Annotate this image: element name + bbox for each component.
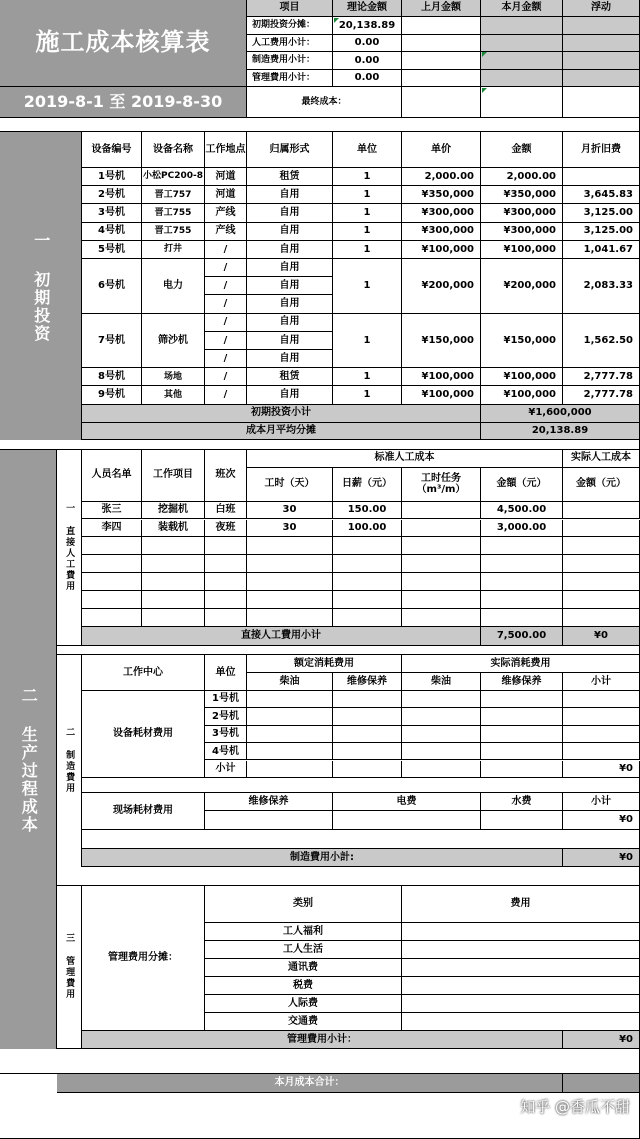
labor-daily[interactable] xyxy=(333,609,402,627)
labor-shift[interactable] xyxy=(205,609,247,627)
equip-unit: 1 xyxy=(333,241,402,259)
equip-price[interactable]: ¥100,000 xyxy=(402,241,481,259)
equip-col-header: 金额 xyxy=(481,132,563,168)
equip-place: / xyxy=(205,314,247,332)
site-col: 电费 xyxy=(333,793,481,811)
summary-label: 制造费用小计： xyxy=(247,52,333,70)
equip-price[interactable]: ¥200,000 xyxy=(402,259,481,314)
equip-place: 河道 xyxy=(205,186,247,204)
summary-label: 人工费用小计： xyxy=(247,35,333,53)
equip-unit: 1 xyxy=(333,314,402,369)
mfg-value[interactable] xyxy=(402,743,481,760)
labor-actual[interactable] xyxy=(563,502,640,520)
summary-last[interactable] xyxy=(402,35,481,53)
mfg-value[interactable] xyxy=(481,743,563,760)
mfg-value[interactable] xyxy=(481,761,563,778)
equip-unit: 1 xyxy=(333,204,402,222)
equip-id: 4号机 xyxy=(82,223,142,241)
labor-name[interactable] xyxy=(82,591,142,609)
equip-col-header: 单价 xyxy=(402,132,481,168)
equip-name: 其他 xyxy=(142,386,205,404)
labor-task[interactable] xyxy=(402,591,481,609)
equip-form: 自用 xyxy=(247,332,333,350)
mfg-value[interactable] xyxy=(563,708,640,725)
col-item: 项目 xyxy=(247,0,333,17)
month-total-label: 本月成本合计： xyxy=(57,1074,563,1093)
labor-name[interactable] xyxy=(82,609,142,627)
section2-title-text: 二 生产过程成本 xyxy=(19,687,39,835)
equip-name: 电力 xyxy=(142,259,205,314)
mfg-subtotal-value[interactable]: ¥0 xyxy=(563,849,640,867)
labor-col-amount: 金額（元） xyxy=(481,468,563,502)
equip-place: / xyxy=(205,295,247,313)
labor-daily[interactable]: 150.00 xyxy=(333,502,402,520)
summary-this[interactable] xyxy=(481,35,563,53)
mfg-value[interactable] xyxy=(333,691,402,708)
equip-name: 场地 xyxy=(142,368,205,386)
summary-float[interactable] xyxy=(563,17,640,35)
spacer-row xyxy=(0,118,640,132)
spacer-row xyxy=(82,830,640,849)
equip-name: 筛沙机 xyxy=(142,314,205,369)
site-value[interactable] xyxy=(205,811,333,830)
equip-id: 5号机 xyxy=(82,241,142,259)
labor-item[interactable]: 装载机 xyxy=(142,520,205,538)
equip-price[interactable]: ¥100,000 xyxy=(402,386,481,404)
mfg-value[interactable] xyxy=(563,691,640,708)
mgmt-fee[interactable] xyxy=(402,1013,640,1031)
equip-name: 晋工755 xyxy=(142,223,205,241)
final-last[interactable] xyxy=(402,87,481,118)
equip-form: 自用 xyxy=(247,350,333,368)
equip-amount[interactable]: 2,000.00 xyxy=(481,168,563,186)
mfg-unit: 2号机 xyxy=(205,708,247,725)
cell-marker xyxy=(334,18,339,23)
summary-last[interactable] xyxy=(402,52,481,70)
labor-shift[interactable] xyxy=(205,573,247,591)
col-maint: 维修保养 xyxy=(333,673,402,691)
labor-shift[interactable] xyxy=(205,591,247,609)
labor-col-hours: 工时（天） xyxy=(247,468,333,502)
equip-name: 晋工755 xyxy=(142,204,205,222)
mfg-value[interactable] xyxy=(247,691,333,708)
labor-shift[interactable] xyxy=(205,537,247,555)
mgmt-fee[interactable] xyxy=(402,923,640,941)
labor-hours[interactable] xyxy=(247,609,333,627)
labor-name[interactable] xyxy=(82,537,142,555)
mfg-value[interactable] xyxy=(402,726,481,743)
col-this-month: 本月金额 xyxy=(481,0,563,17)
labor-hours[interactable]: 30 xyxy=(247,502,333,520)
mfg-value[interactable] xyxy=(481,726,563,743)
labor-amount[interactable]: 3,000.00 xyxy=(481,520,563,538)
labor-task[interactable] xyxy=(402,555,481,573)
equip-dep[interactable]: 3,125.00 xyxy=(563,204,640,222)
equip-dep[interactable]: 2,777.78 xyxy=(563,368,640,386)
site-subtotal[interactable]: ¥0 xyxy=(563,811,640,830)
summary-theory[interactable]: 20,138.89 xyxy=(333,17,402,35)
mfg-value[interactable] xyxy=(563,726,640,743)
site-col: 维修保养 xyxy=(205,793,333,811)
summary-float[interactable] xyxy=(563,70,640,88)
equip-col-header: 月折旧费 xyxy=(563,132,640,168)
watermark: 知乎 @香瓜不甜 xyxy=(520,1098,630,1116)
mfg-title xyxy=(57,655,82,868)
equip-unit: 1 xyxy=(333,223,402,241)
mgmt-fee[interactable] xyxy=(402,941,640,959)
equip-form: 自用 xyxy=(247,386,333,404)
labor-shift[interactable]: 夜班 xyxy=(205,520,247,538)
labor-actual[interactable] xyxy=(563,555,640,573)
spacer-row xyxy=(0,1049,640,1074)
equip-place: 河道 xyxy=(205,168,247,186)
equip-dep[interactable]: 2,083.33 xyxy=(563,259,640,314)
labor-shift[interactable]: 白班 xyxy=(205,502,247,520)
labor-actual[interactable] xyxy=(563,537,640,555)
labor-subtotal-value[interactable]: 7,500.00 xyxy=(481,627,563,646)
final-this[interactable] xyxy=(481,87,563,118)
actual-labor-header: 实际人工成本 xyxy=(563,450,640,468)
initial-subtotal-label: 初期投资小计 xyxy=(82,405,481,423)
labor-name[interactable] xyxy=(82,573,142,591)
mfg-col-center: 工作中心 xyxy=(82,655,205,691)
equip-amount[interactable]: ¥100,000 xyxy=(481,241,563,259)
equip-form: 自用 xyxy=(247,277,333,295)
mfg-value[interactable] xyxy=(333,726,402,743)
equip-consumable-label: 设备耗材费用 xyxy=(82,691,205,778)
section2-title xyxy=(0,450,57,1073)
labor-item[interactable] xyxy=(142,555,205,573)
mgmt-subtotal-label: 管理費用小计： xyxy=(82,1031,563,1049)
mfg-value[interactable] xyxy=(333,743,402,760)
mgmt-subtotal-value[interactable]: ¥0 xyxy=(563,1031,640,1049)
mfg-value[interactable] xyxy=(481,708,563,725)
labor-daily[interactable] xyxy=(333,591,402,609)
col-float: 浮动 xyxy=(563,0,640,17)
equip-name: 小松PC200-8 xyxy=(142,168,205,186)
spacer-row xyxy=(57,646,640,655)
labor-amount[interactable] xyxy=(481,555,563,573)
equip-place: / xyxy=(205,277,247,295)
equip-id: 8号机 xyxy=(82,368,142,386)
equip-id: 1号机 xyxy=(82,168,142,186)
equip-name: 晋工757 xyxy=(142,186,205,204)
monthly-value[interactable]: 20,138.89 xyxy=(481,423,640,440)
equip-col-header: 设备编号 xyxy=(82,132,142,168)
labor-col-task xyxy=(402,468,481,502)
site-col: 小计 xyxy=(563,793,640,811)
labor-actual[interactable] xyxy=(563,520,640,538)
equip-place: / xyxy=(205,368,247,386)
labor-hours[interactable] xyxy=(247,537,333,555)
mgmt-item: 工人福利 xyxy=(205,923,402,941)
equip-form: 租赁 xyxy=(247,168,333,186)
date-range: 2019-8-1 至 2019-8-30 xyxy=(0,87,247,118)
mfg-unit: 1号机 xyxy=(205,691,247,708)
labor-name[interactable] xyxy=(82,555,142,573)
equip-dep[interactable] xyxy=(563,168,640,186)
mfg-value[interactable] xyxy=(481,691,563,708)
labor-task[interactable] xyxy=(402,502,481,520)
rated-header: 额定消耗费用 xyxy=(247,655,402,673)
equip-price[interactable]: 2,000.00 xyxy=(402,168,481,186)
equip-unit: 1 xyxy=(333,368,402,386)
labor-amount[interactable] xyxy=(481,609,563,627)
summary-this[interactable] xyxy=(481,52,563,70)
summary-last[interactable] xyxy=(402,70,481,88)
equip-dep[interactable]: 2,777.78 xyxy=(563,386,640,404)
mgmt-fee[interactable] xyxy=(402,977,640,995)
col-diesel: 柴油 xyxy=(247,673,333,691)
mgmt-col-fee: 费用 xyxy=(402,886,640,923)
mfg-value[interactable] xyxy=(402,691,481,708)
mgmt-item: 税费 xyxy=(205,977,402,995)
equip-price[interactable]: ¥300,000 xyxy=(402,204,481,222)
labor-task[interactable] xyxy=(402,609,481,627)
equip-amount[interactable]: ¥150,000 xyxy=(481,314,563,369)
labor-daily[interactable]: 100.00 xyxy=(333,520,402,538)
labor-hours[interactable]: 30 xyxy=(247,520,333,538)
mgmt-title xyxy=(57,886,82,1049)
labor-hours[interactable] xyxy=(247,591,333,609)
mfg-col-unit: 单位 xyxy=(205,655,247,691)
labor-hours[interactable] xyxy=(247,555,333,573)
equip-consumable-subtotal[interactable]: ¥0 xyxy=(563,761,640,778)
labor-amount[interactable] xyxy=(481,537,563,555)
summary-theory[interactable]: 0.00 xyxy=(333,35,402,53)
mfg-unit: 小计 xyxy=(205,761,247,778)
labor-item[interactable] xyxy=(142,609,205,627)
equip-amount[interactable]: ¥350,000 xyxy=(481,186,563,204)
summary-this[interactable] xyxy=(481,17,563,35)
labor-item[interactable]: 挖掘机 xyxy=(142,502,205,520)
labor-task[interactable] xyxy=(402,537,481,555)
equip-form: 自用 xyxy=(247,186,333,204)
monthly-label: 成本月平均分摊 xyxy=(82,423,481,440)
labor-actual[interactable] xyxy=(563,609,640,627)
equip-dep[interactable]: 1,562.50 xyxy=(563,314,640,369)
mfg-subtotal-label: 制造費用小計: xyxy=(82,849,563,867)
equip-amount[interactable]: ¥200,000 xyxy=(481,259,563,314)
labor-title-text: 一 直接人工費用 xyxy=(64,502,75,592)
labor-item[interactable] xyxy=(142,537,205,555)
mgmt-item: 通讯费 xyxy=(205,959,402,977)
mgmt-label: 管理费用分摊： xyxy=(82,886,205,1031)
mfg-value[interactable] xyxy=(247,726,333,743)
mgmt-item: 人际费 xyxy=(205,995,402,1013)
labor-col-shift: 班次 xyxy=(205,450,247,502)
equip-place: / xyxy=(205,350,247,368)
labor-daily[interactable] xyxy=(333,555,402,573)
site-col: 水费 xyxy=(481,793,563,811)
equip-id: 9号机 xyxy=(82,386,142,404)
summary-last[interactable] xyxy=(402,17,481,35)
equip-form: 自用 xyxy=(247,204,333,222)
labor-amount[interactable] xyxy=(481,591,563,609)
equip-amount[interactable]: ¥100,000 xyxy=(481,386,563,404)
std-labor-header: 标准人工成本 xyxy=(247,450,563,468)
mfg-value[interactable] xyxy=(247,743,333,760)
summary-float[interactable] xyxy=(563,52,640,70)
labor-task[interactable] xyxy=(402,573,481,591)
labor-hours[interactable] xyxy=(247,573,333,591)
labor-shift[interactable] xyxy=(205,555,247,573)
equip-amount[interactable]: ¥100,000 xyxy=(481,368,563,386)
equip-price[interactable]: ¥350,000 xyxy=(402,186,481,204)
equip-form: 自用 xyxy=(247,223,333,241)
labor-col-name: 人员名单 xyxy=(82,450,142,502)
equip-price[interactable]: ¥150,000 xyxy=(402,314,481,369)
summary-theory[interactable]: 0.00 xyxy=(333,52,402,70)
cell-marker xyxy=(482,88,487,93)
equip-place: / xyxy=(205,241,247,259)
equip-col-header: 设备名称 xyxy=(142,132,205,168)
equip-col-header: 归属形式 xyxy=(247,132,333,168)
labor-actual[interactable] xyxy=(563,591,640,609)
equip-col-header: 单位 xyxy=(333,132,402,168)
labor-actual[interactable] xyxy=(563,573,640,591)
equip-price[interactable]: ¥300,000 xyxy=(402,223,481,241)
mfg-value[interactable] xyxy=(402,708,481,725)
cell-marker xyxy=(482,52,487,57)
mfg-unit: 4号机 xyxy=(205,743,247,760)
summary-label: 初期投资分摊： xyxy=(247,17,333,35)
equip-form: 自用 xyxy=(247,295,333,313)
mfg-unit: 3号机 xyxy=(205,726,247,743)
labor-amount[interactable]: 4,500.00 xyxy=(481,502,563,520)
equip-form: 自用 xyxy=(247,314,333,332)
equip-unit: 1 xyxy=(333,386,402,404)
col-diesel2: 柴油 xyxy=(402,673,481,691)
equip-place: / xyxy=(205,259,247,277)
mgmt-item: 工人生活 xyxy=(205,941,402,959)
labor-item[interactable] xyxy=(142,591,205,609)
summary-float[interactable] xyxy=(563,35,640,53)
labor-col-daily: 日薪（元） xyxy=(333,468,402,502)
equip-amount[interactable]: ¥300,000 xyxy=(481,223,563,241)
site-value[interactable] xyxy=(481,811,563,830)
initial-subtotal-value[interactable]: ¥1,600,000 xyxy=(481,405,640,423)
spacer-row xyxy=(57,867,640,886)
summary-theory[interactable]: 0.00 xyxy=(333,70,402,88)
labor-col-actual: 金额（元） xyxy=(563,468,640,502)
labor-col-task-unit: （m³/m） xyxy=(416,484,466,496)
labor-amount[interactable] xyxy=(481,573,563,591)
labor-title xyxy=(57,450,82,646)
mfg-value[interactable] xyxy=(247,708,333,725)
equip-id: 3号机 xyxy=(82,204,142,222)
labor-col-item: 工作项目 xyxy=(142,450,205,502)
mfg-value[interactable] xyxy=(563,743,640,760)
equip-price[interactable]: ¥100,000 xyxy=(402,368,481,386)
equip-unit: 1 xyxy=(333,168,402,186)
site-consumable-label: 现场耗材费用 xyxy=(82,793,205,830)
labor-daily[interactable] xyxy=(333,537,402,555)
equip-unit: 1 xyxy=(333,259,402,314)
summary-this[interactable] xyxy=(481,70,563,88)
labor-item[interactable] xyxy=(142,573,205,591)
equip-form: 自用 xyxy=(247,241,333,259)
sheet-title: 施工成本核算表 xyxy=(0,0,247,87)
labor-task[interactable] xyxy=(402,520,481,538)
equip-dep[interactable]: 3,125.00 xyxy=(563,223,640,241)
section1-title-text: 一 初期投资 xyxy=(31,231,51,343)
equip-name: 打井 xyxy=(142,241,205,259)
col-last-month: 上月金额 xyxy=(402,0,481,17)
equip-place: 产线 xyxy=(205,204,247,222)
mgmt-title-text: 三 管理費用 xyxy=(64,933,75,1001)
equip-id: 6号机 xyxy=(82,259,142,314)
equip-form: 租赁 xyxy=(247,368,333,386)
spacer-row xyxy=(82,778,640,793)
equip-dep[interactable]: 3,645.83 xyxy=(563,186,640,204)
mfg-value[interactable] xyxy=(333,761,402,778)
mfg-value[interactable] xyxy=(333,708,402,725)
final-cost-label: 最终成本： xyxy=(247,87,402,118)
col-theory: 理论金额 xyxy=(333,0,402,17)
mgmt-item: 交通费 xyxy=(205,1013,402,1031)
labor-col-task-text: 工时任务 xyxy=(421,472,461,484)
col-subtotal: 小计 xyxy=(563,673,640,691)
summary-label: 管理費用小计： xyxy=(247,70,333,88)
mgmt-fee[interactable] xyxy=(402,995,640,1013)
labor-name[interactable]: 张三 xyxy=(82,502,142,520)
equip-unit: 1 xyxy=(333,186,402,204)
equip-id: 7号机 xyxy=(82,314,142,369)
labor-subtotal-actual[interactable]: ¥0 xyxy=(563,627,640,646)
labor-name[interactable]: 李四 xyxy=(82,520,142,538)
labor-subtotal-label: 直接人工費用小计 xyxy=(82,627,481,646)
mfg-value[interactable] xyxy=(402,761,481,778)
col-maint2: 维修保养 xyxy=(481,673,563,691)
mfg-value[interactable] xyxy=(247,761,333,778)
final-float[interactable] xyxy=(563,87,640,118)
section1-title xyxy=(0,132,82,443)
equip-place: / xyxy=(205,332,247,350)
mgmt-col-category: 类别 xyxy=(205,886,402,923)
equip-form: 自用 xyxy=(247,259,333,277)
mgmt-fee[interactable] xyxy=(402,959,640,977)
equip-place: / xyxy=(205,386,247,404)
spacer-row xyxy=(0,440,640,450)
mfg-title-text: 二 制造費用 xyxy=(64,727,75,795)
site-value[interactable] xyxy=(333,811,481,830)
labor-daily[interactable] xyxy=(333,573,402,591)
equip-place: 产线 xyxy=(205,223,247,241)
month-total-value[interactable] xyxy=(563,1074,640,1093)
actual-header: 实际消耗费用 xyxy=(402,655,640,673)
equip-dep[interactable]: 1,041.67 xyxy=(563,241,640,259)
equip-amount[interactable]: ¥300,000 xyxy=(481,204,563,222)
equip-col-header: 工作地点 xyxy=(205,132,247,168)
equip-id: 2号机 xyxy=(82,186,142,204)
